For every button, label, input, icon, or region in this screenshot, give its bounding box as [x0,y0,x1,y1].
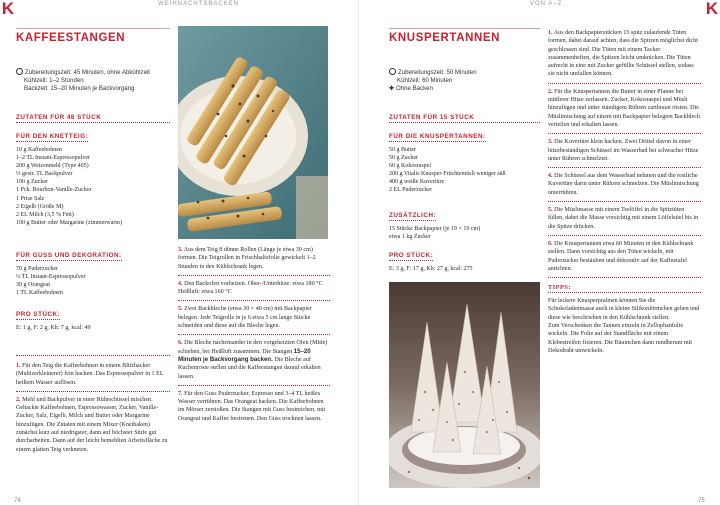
step [548,88,701,129]
step-number: 7. [178,390,183,397]
step [178,339,330,380]
step-text: Für die Knuspertannen die Butter in einer Pfanne bei mittlerer Hitze zerlassen. Zucker, Kokosraspel und Müsli hinzufügen und unter ständigem Rühren zartbraun rösten. Die Müslimischung auf einem mit Backpapier belegten Backblech verteilen und erkalten lassen. [548,88,700,128]
ingredient: 50 g Zucker [389,155,418,162]
glaze-list [16,265,86,297]
divider [548,201,701,202]
prep-info-kaffee [16,68,181,93]
nutrition-kaffee: E: 1 g, F: 2 g, Kh: 7 g, kcal: 49 [16,325,91,331]
step-number: 5. [178,306,183,313]
step-text: Die Müslimasse mit einem Teelöffel in die Spitztüten füllen, dabei die Masse vorsichtig mit einem Löffelstiel bis in die Spitze drücken. [548,207,699,230]
step [548,172,701,197]
running-head-right: VON A–Z [530,1,563,7]
steps-kaffee-col2 [178,246,330,423]
step [548,138,701,163]
clock-icon [16,68,23,75]
glaze-title: FÜR GUSS UND DEKORATION: [16,252,122,259]
steps-kaffee-col1 [16,362,170,454]
title-rule-left [16,28,170,29]
ingredient: 100 g Zucker [16,179,48,186]
ingredient: ⅓ gestr. TL Backpulver [16,171,73,178]
ingredient: 2 Eigelb (Größe M) [16,203,64,210]
step [178,280,330,297]
chapter-tab-right: K [705,0,719,18]
step [178,305,330,330]
step-number: 6. [548,240,553,247]
ingredient: 2 EL Milch (3,5 % Fett) [16,211,74,218]
recipe-title-kaffeestangen: KAFFEESTANGEN [16,32,126,44]
step-number: 2. [548,88,553,95]
divider [16,391,170,392]
divider [548,83,701,84]
step-text: Für den Guss Puderzucker, Espresso und 3–4 TL heißes Wasser verrühren. Das Orangeat hacken. Die Kaffeebohnen im Mörser zerstoßen. Die Stangen mit Guss bestreichen, mit Orangeat und Kaffee bestreuen. Den Guss trocknen lassen. [178,390,326,422]
prep-line: Zubereitungszeit: 45 Minuten, ohne Abkühlzeit [25,69,151,76]
ingredient: 200 g Vitalis Knusper-Früchtemüsli weniger süß [389,171,506,178]
prep-line: Zubereitungszeit: 50 Minuten [398,69,477,76]
step [16,396,170,454]
ingredient: 1 Pck. Bourbon-Vanille-Zucker [16,187,92,194]
ingredient: 10 g Kaffeebohnen [16,147,62,153]
step-text: Die Kuvertüre klein hacken. Zwei Drittel davon in einer hitzebeständigen Schüssel im Wasserbad bei schwacher Hitze unter Rühren schmelzen. [548,139,699,162]
divider [16,355,170,356]
divider [178,275,330,276]
title-rule-right [389,28,540,29]
ingredient: 400 g weiße Kuvertüre [389,179,445,186]
step-text: Aus den Backpapierstücken 15 spitz zulaufende Tüten formen, dabei darauf achten, dass die Spitzen möglichst dicht geschlossen sind. Die Tüten mit einem Tacker zusammenheften, die Spitzen leicht umknicken. Die Tüten aufrecht in eine mit Zucker gefüllte Schüssel stellen, sodass sie nicht umfallen können. [548,30,698,78]
step-number: 3. [178,247,183,253]
prep-line: Backzeit: 15–20 Minuten je Backvorgang [24,85,135,92]
dough-list [16,146,122,227]
gutter [358,0,359,505]
step-number: 2. [16,396,21,403]
step-number: 3. [548,139,553,146]
divider [548,167,701,168]
page-number-left: 74 [14,498,21,504]
ingredient: 1–2 TL Instant-Espressopulver [16,155,90,162]
step-text: Die Knuspertannen etwa 60 Minuten in den Kühlschrank stellen. Dann vorsichtig aus den Tüten wickeln, mit Puderzucker bestäuben und dekorativ auf der Kaffeetafel anrichten. [548,240,694,272]
tip: Zum Verschenken die Tannen einzeln in Zellophanfolie wickeln. Die Folie auf der Standfläche mit einem Klebestreifen fixieren. Die Bäumchen dann rundherum mit Dekodraht umwickeln. [548,323,693,354]
ingredient: 1 Prise Salz [16,195,45,202]
ingredient: ⅓ TL Instant-Espressopulver [16,274,86,281]
step-text: Den Backofen vorheizen. Ober-/Unterhitze: etwa 180 °C Heißluft: etwa 160 °C [178,280,323,296]
step-text: Aus dem Teig 8 dünne Rollen (Länge je etwa 30 cm) formen. Die Teigrollen in Frischhaltefolie gewickelt 1–2 Stunden in den Kühlschrank legen. [178,247,316,270]
step-text: Die Bleche nacheinander in den vorgeheizten Ofen (Mitte) schieben, bei Heißluft zusammen. Die Stangen [178,340,328,355]
knusper-list [389,146,506,195]
ingredient: 15 Stücke Backpapier (je 19 × 19 cm) [389,226,481,232]
step [548,29,701,79]
nutrition-knusper: E: 3 g, F: 17 g, Kh: 27 g, kcal: 275 [389,266,473,272]
step [178,390,330,423]
no-bake-label: Ohne Backen [396,85,433,92]
step-number: 1. [548,30,553,36]
step-text: Zwei Backbleche (etwa 30 × 40 cm) mit Backpapier belegen. Jede Teigrolle in je 6 etwa 5 cm lange Stücke schneiden und diese auf die Bleche legen. [178,306,312,330]
ingredients-title-kaffee: ZUTATEN FÜR 48 STÜCK [16,114,170,123]
prep-info-knusper [389,68,539,93]
step-number: 4. [178,280,183,287]
step-number: 1. [16,363,21,369]
tips-title: TIPPS: [548,284,701,293]
ingredient: 30 g Orangeat [16,282,50,289]
running-head-left: WEIHNACHTSBACKEN [158,1,240,7]
step-bold: 15–20 Minuten je Backvorgang backen. [178,347,311,363]
ingredient: 70 g Puderzucker [16,266,58,272]
divider [178,385,330,386]
ingredient: 100 g Butter oder Margarine (zimmerwarm) [16,219,123,226]
divider [178,334,330,335]
step-number: 6. [178,340,183,347]
ingredient: 2 EL Puderzucker [389,187,433,194]
ingredient: 200 g Weizenmehl (Type 405) [16,163,89,170]
step [548,206,701,231]
step-text: Die Schüssel aus dem Wasserbad nehmen und die restliche Kuvertüre darin unter Rühren schmelzen. Die Müslimischung unterrühren. [548,173,699,196]
step-text: Die Bleche auf Kuchenroste stellen und die Kaffeestangen darauf erkalten lassen. [178,356,321,380]
ingredient: 60 g Kokosraspel [389,163,431,170]
dough-title: FÜR DEN KNETTEIG: [16,133,89,140]
step [16,362,170,387]
photo-kaffeestangen [178,26,328,239]
step [178,246,330,271]
divider [178,300,330,301]
per-piece-title-kaffee: PRO STÜCK: [16,311,61,318]
divider [548,133,701,134]
step-number: 4. [548,173,553,180]
steps-knusper [548,29,701,355]
photo-knuspertannen [389,282,540,488]
step-text: Für den Teig die Kaffeebohnen in einem Blitzhacker (Multizerkleinerer) fein hacken. Das Espressopulver in 1 EL heißem Wasser auflösen. [16,363,164,386]
cookie-photo [178,26,328,239]
ingredients-title-knusper: ZUTATEN FÜR 15 STÜCK [389,114,540,123]
per-piece-title-knusper: PRO STÜCK: [389,252,434,259]
step-text: Mehl und Backpulver in einer Rührschüssel mischen. Gehackte Kaffeebohnen, Espressowasser, Zucker, Vanille-Zucker, Salz, Eigelb, Milch und Butter oder Margarine hinzufügen. Die Zutaten mit einem Mixer (Knethaken) zunächst kurz auf niedrigster, dann auf höchster Stufe gut durcharbeiten. Dann auf der leicht bemehlten Arbeitsfläche zu einem glatten Teig verkneten. [16,396,168,453]
divider [548,277,701,278]
ingredient: etwa 1 kg Zucker [389,234,431,241]
tree-photo [389,282,540,488]
ingredient: 50 g Butter [389,147,416,153]
extra-list [389,225,480,241]
recipe-title-knuspertannen: KNUSPERTANNEN [389,32,501,44]
ingredient: 1 TL Kaffeebohnen [16,290,63,297]
no-bake-icon: ✚ [389,85,395,92]
tip: Für leckere Knusperpralinen können Sie die Schokoladenmasse auch in kleine Silikonförmchen geben und diese wie beschrieben in den Kühlschrank stellen. [548,298,700,321]
extra-title-knusper: ZUSÄTZLICH: [389,212,437,219]
divider [548,235,701,236]
step [548,240,701,273]
step-number: 5. [548,207,553,214]
main-title-knusper: FÜR DIE KNUSPERTANNEN: [389,133,486,140]
prep-line: Kühlzeit: 1–2 Stunden [24,77,84,84]
chapter-tab-left: K [1,0,15,18]
clock-icon [389,68,396,75]
page-number-right: 75 [698,498,705,504]
prep-line: Kühlzeit: 60 Minuten [397,77,453,84]
